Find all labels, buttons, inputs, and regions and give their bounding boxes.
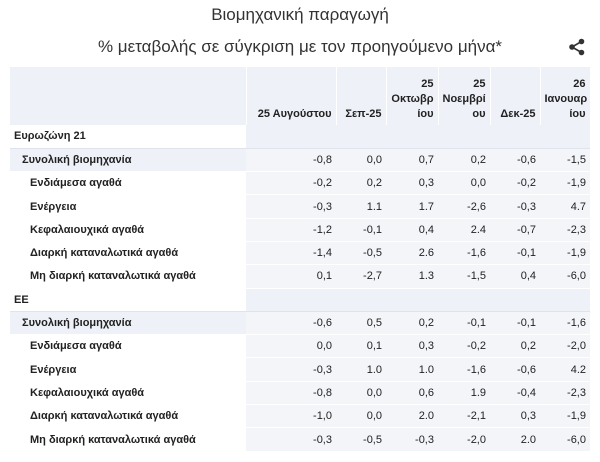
value-cell: -2,7 (336, 265, 386, 288)
value-cell: 0,0 (336, 381, 386, 404)
table-row (10, 218, 590, 241)
value-cell: -0,1 (490, 311, 540, 334)
value-cell: 1.9 (438, 381, 490, 404)
group-label: Ευρωζώνη 21 (10, 125, 246, 148)
value-cell: -2,1 (438, 405, 490, 428)
group-cell (246, 288, 336, 311)
value-cell: -1,2 (246, 218, 336, 241)
value-cell: -0,2 (246, 172, 336, 195)
value-cell: 2.0 (386, 405, 438, 428)
value-cell: -0,8 (246, 381, 336, 404)
value-cell: -0,3 (246, 195, 336, 218)
value-cell: -0,2 (438, 335, 490, 358)
row-label: Ενέργεια (10, 195, 246, 218)
value-cell: 0,1 (246, 265, 336, 288)
column-header (246, 67, 336, 125)
value-cell: -0,3 (386, 428, 438, 451)
column-header-line: Οκτωβρ (391, 93, 434, 105)
value-cell: 0,2 (490, 335, 540, 358)
value-cell: -1,5 (438, 265, 490, 288)
column-header-line: 25 Αυγούστου (257, 108, 332, 120)
value-cell: -0,1 (490, 241, 540, 264)
value-cell: -0,3 (490, 195, 540, 218)
row-label: Μη διαρκή καταναλωτικά αγαθά (10, 265, 246, 288)
group-cell (438, 288, 490, 311)
value-cell: 4.2 (540, 358, 590, 381)
value-cell: -0,8 (246, 148, 336, 171)
column-header-line: Σεπ-25 (345, 108, 382, 120)
value-cell: 0,3 (490, 405, 540, 428)
value-cell: 1.1 (336, 195, 386, 218)
row-label: Μη διαρκή καταναλωτικά αγαθά (10, 428, 246, 451)
value-cell: 1.0 (336, 358, 386, 381)
group-row (10, 288, 590, 311)
group-cell (336, 125, 386, 148)
row-label: Κεφαλαιουχικά αγαθά (10, 218, 246, 241)
column-header-line: ίου (417, 108, 434, 120)
value-cell: -0,3 (246, 428, 336, 451)
row-label: Συνολική βιομηχανία (10, 148, 246, 171)
value-cell: 0,2 (438, 148, 490, 171)
group-cell (540, 288, 590, 311)
row-label: Διαρκή καταναλωτικά αγαθά (10, 405, 246, 428)
table-row (10, 381, 590, 404)
column-header-line: 26 (573, 78, 586, 90)
table-row (10, 405, 590, 428)
row-label: Διαρκή καταναλωτικά αγαθά (10, 241, 246, 264)
value-cell: -1,0 (246, 405, 336, 428)
group-cell (386, 288, 438, 311)
group-cell (336, 288, 386, 311)
column-header-line: 25 (421, 78, 434, 90)
row-label: Συνολική βιομηχανία (10, 311, 246, 334)
table-row (10, 358, 590, 381)
value-cell: 2.4 (438, 218, 490, 241)
value-cell: 0,3 (386, 172, 438, 195)
column-header-line: 25 (473, 78, 486, 90)
value-cell: -6,0 (540, 265, 590, 288)
value-cell: -0,6 (490, 358, 540, 381)
value-cell: -0,4 (490, 381, 540, 404)
value-cell: 0,2 (336, 172, 386, 195)
value-cell: 0,1 (336, 335, 386, 358)
data-table (10, 67, 591, 452)
column-header (540, 67, 590, 125)
value-cell: 2.6 (386, 241, 438, 264)
table-row (10, 172, 590, 195)
column-header (386, 67, 438, 125)
column-header (438, 67, 490, 125)
column-header-line: Δεκ-25 (500, 108, 536, 120)
value-cell: 4.7 (540, 195, 590, 218)
table-row (10, 148, 590, 171)
row-label: Ενδιάμεσα αγαθά (10, 335, 246, 358)
column-header (336, 67, 386, 125)
value-cell: -6,0 (540, 428, 590, 451)
table-row (10, 311, 590, 334)
value-cell: -0,6 (490, 148, 540, 171)
column-header (490, 67, 540, 125)
value-cell: -0,1 (438, 311, 490, 334)
value-cell: 0,0 (438, 172, 490, 195)
value-cell: 1.3 (386, 265, 438, 288)
value-cell: -1,9 (540, 241, 590, 264)
value-cell: 1.7 (386, 195, 438, 218)
value-cell: 0,7 (386, 148, 438, 171)
value-cell: 0,4 (490, 265, 540, 288)
value-cell: -1,9 (540, 405, 590, 428)
value-cell: -0,6 (246, 311, 336, 334)
table-row (10, 241, 590, 264)
header-row (10, 67, 590, 125)
value-cell: -0,3 (246, 358, 336, 381)
group-cell (490, 125, 540, 148)
chart-title: Βιομηχανική παραγωγή (211, 5, 389, 24)
chart-subtitle: % μεταβολής σε σύγκριση με τον προηγούμενο μήνα* (97, 37, 503, 56)
group-cell (490, 288, 540, 311)
value-cell: 0,6 (386, 381, 438, 404)
value-cell: -1,6 (540, 311, 590, 334)
value-cell: -1,5 (540, 148, 590, 171)
value-cell: 0,0 (246, 335, 336, 358)
table-row (10, 265, 590, 288)
table-row (10, 428, 590, 451)
value-cell: -2,0 (540, 335, 590, 358)
column-header-line: ίου (569, 108, 586, 120)
value-cell: 0,0 (336, 148, 386, 171)
row-label: Ενδιάμεσα αγαθά (10, 172, 246, 195)
value-cell: -2,3 (540, 381, 590, 404)
column-header-line: Νοεμβρί (442, 93, 486, 105)
value-cell: 2.0 (490, 428, 540, 451)
value-cell: 1.0 (386, 358, 438, 381)
row-label: Κεφαλαιουχικά αγαθά (10, 381, 246, 404)
value-cell: 0,5 (336, 311, 386, 334)
value-cell: 0,4 (386, 218, 438, 241)
group-label: ΕΕ (10, 288, 246, 311)
value-cell: -0,2 (490, 172, 540, 195)
value-cell: -1,9 (540, 172, 590, 195)
value-cell: -0,5 (336, 241, 386, 264)
value-cell: -2,0 (438, 428, 490, 451)
value-cell: -1,4 (246, 241, 336, 264)
group-row (10, 125, 590, 148)
value-cell: -2,6 (438, 195, 490, 218)
group-cell (540, 125, 590, 148)
value-cell: 0,2 (386, 311, 438, 334)
group-cell (246, 125, 336, 148)
row-label: Ενέργεια (10, 358, 246, 381)
value-cell: -0,1 (336, 218, 386, 241)
table-row (10, 195, 590, 218)
group-cell (438, 125, 490, 148)
share-icon[interactable] (568, 38, 586, 56)
value-cell: -0,7 (490, 218, 540, 241)
value-cell: -2,3 (540, 218, 590, 241)
column-header-line: Ιανουαρ (544, 93, 588, 105)
value-cell: -1,6 (438, 358, 490, 381)
column-header-line: ου (472, 108, 486, 120)
table-row (10, 335, 590, 358)
group-cell (386, 125, 438, 148)
value-cell: -0,5 (336, 428, 386, 451)
table-body (10, 125, 590, 451)
header-corner (10, 67, 246, 125)
value-cell: -1,6 (438, 241, 490, 264)
value-cell: 0,0 (336, 405, 386, 428)
value-cell: 0,3 (386, 335, 438, 358)
